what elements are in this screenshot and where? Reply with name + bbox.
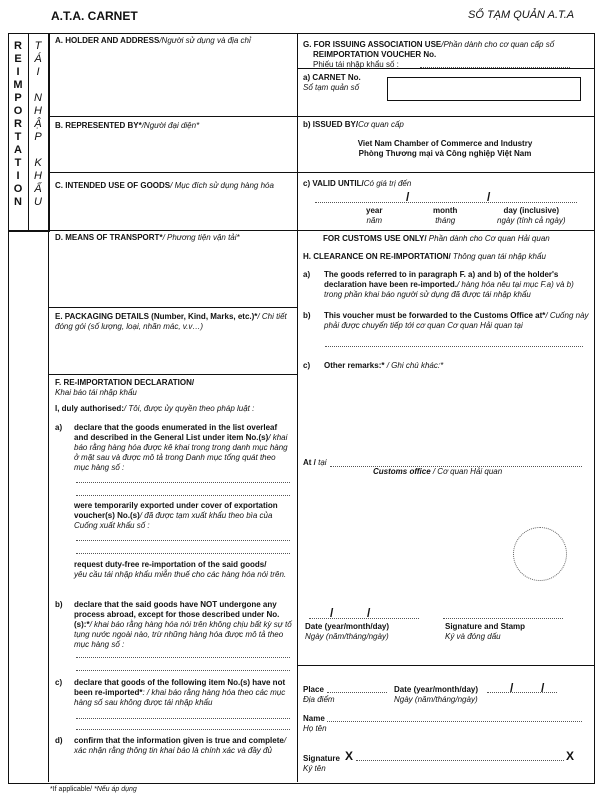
section-f-d-letter: d) xyxy=(55,736,63,745)
valid-until-label: c) VALID UNTIL/Có giá trị đến xyxy=(303,179,412,188)
date-separator: / xyxy=(541,681,545,695)
reimportation-vertical-label-vn xyxy=(30,40,46,209)
section-b-heading: B. REPRESENTED BY*/Người đại diện* xyxy=(55,121,200,130)
section-h-heading: H. CLEARANCE ON RE-IMPORTATION/ Thông quan tái nhập khẩu xyxy=(303,252,546,261)
section-h-c-text: Other remarks:* / Ghi chú khác:* xyxy=(324,361,444,370)
footnote: *If applicable/ *Nếu áp dụng xyxy=(50,786,137,793)
section-f-authorised: I, duly authorised:/ Tôi, được ủy quyền theo pháp luật : xyxy=(55,404,255,413)
side-letter: R xyxy=(14,40,22,52)
side-letter: R xyxy=(14,118,22,130)
section-f-b-text: declare that the said goods have NOT undergone any process abroad, except for those described under No.(s):*/ khai báo rằng hàng hóa nói trên không chịu bất kỳ sự tố tụng nước ngoài nào, trừ những hàng hóa được mô tả theo mục hàng số : xyxy=(74,600,292,649)
side-letter: Á xyxy=(34,53,42,65)
side-letter: Ẩ xyxy=(34,183,42,195)
signature-x-end: X xyxy=(566,749,575,763)
date-separator: / xyxy=(487,190,491,204)
customs-title: FOR CUSTOMS USE ONLY/ Phần dành cho Cơ quan Hải quan xyxy=(323,234,550,243)
section-f-d-text: confirm that the information given is true and complete/ xác nhận rằng thông tin khai báo là chính xác và đầy đủ xyxy=(74,736,287,755)
carnet-title: A.T.A. CARNET xyxy=(51,9,138,23)
side-letter: K xyxy=(34,157,42,169)
section-f-heading: F. RE-IMPORTATION DECLARATION/ Khai báo tái nhập khẩu xyxy=(55,378,195,397)
section-a-heading: A. HOLDER AND ADDRESS/Người sử dụng và địa chỉ xyxy=(55,36,251,45)
valid-month: month tháng xyxy=(433,206,458,225)
side-letter: T xyxy=(34,40,42,52)
section-f-b-letter: b) xyxy=(55,600,63,609)
section-g-heading: G. FOR ISSUING ASSOCIATION USE/Phần dành cho cơ quan cấp sổ REIMPORTATION VOUCHER No. Phiếu tái nhập khẩu số : xyxy=(303,40,555,69)
issued-by-label: b) ISSUED BY/Cơ quan cấp xyxy=(303,120,404,129)
section-h-a-text: The goods referred to in paragraph F. a) and b) of the holder's declaration have been re-imported./ hàng hóa nêu tại mục F.a) và b) trong phần khai báo người sử dụng đã được tái nhập khẩu xyxy=(324,270,574,299)
section-f-a-text: declare that the goods enumerated in the list overleaf and described in the General List under item No.(s)/ khai báo rằng hàng hóa được kê khai trong trong danh mục hàng ở mặt sau và được mô tả trong Danh mục tổng quát theo mục hàng số : xyxy=(74,423,288,472)
at-label: At / tại xyxy=(303,458,327,467)
name-label: Name Họ tên xyxy=(303,714,327,733)
side-letter: N xyxy=(34,92,42,104)
customs-signature-label: Signature and Stamp Ký và đóng dấu xyxy=(445,622,526,641)
section-f-a-letter: a) xyxy=(55,423,63,432)
side-letter xyxy=(36,144,39,157)
section-e-heading: E. PACKAGING DETAILS (Number, Kind, Marks, etc.)*/ Chi tiết đóng gói (số lượng, loại, nhãn mác, v.v…) xyxy=(55,312,287,331)
side-letter: O xyxy=(13,183,23,195)
date-separator: / xyxy=(330,606,334,620)
section-d-heading: D. MEANS OF TRANSPORT*/ Phương tiện vận tải* xyxy=(55,233,240,242)
side-letter: H xyxy=(34,170,42,182)
customs-date-label: Date (year/month/day) Ngày (năm/tháng/ngày) xyxy=(305,622,390,641)
valid-day: day (inclusive) ngày (tính cả ngày) xyxy=(497,206,566,225)
side-letter: T xyxy=(14,131,22,143)
signature-label: Signature Ký tên xyxy=(303,754,340,773)
side-letter: T xyxy=(14,157,22,169)
valid-year: year năm xyxy=(366,206,383,225)
section-f-c-letter: c) xyxy=(55,678,63,687)
side-letter: Ậ xyxy=(34,118,42,130)
issuer-name: Viet Nam Chamber of Commerce and Industry Phòng Thương mại và Công nghiệp Việt Nam xyxy=(357,139,533,158)
place-label: Place Địa điểm xyxy=(303,685,335,704)
section-h-b-text: This voucher must be forwarded to the Customs Office at*/ Cuống này phải được chuyển tiếp tới cơ quan Cơ quan Hải quan tại xyxy=(324,311,589,330)
side-letter: P xyxy=(14,92,22,104)
signature-x-start: X xyxy=(345,749,354,763)
section-h-c-letter: c) xyxy=(303,361,311,370)
carnet-title-vn: SỔ TẠM QUẢN A.T.A xyxy=(468,9,575,21)
side-letter: N xyxy=(14,196,22,208)
side-letter: A xyxy=(14,144,22,156)
side-letter xyxy=(36,79,39,92)
date-separator: / xyxy=(367,606,371,620)
section-h-a-letter: a) xyxy=(303,270,311,279)
reimportation-vertical-label xyxy=(10,40,26,209)
stamp-circle xyxy=(513,527,567,581)
section-f-a3-text: request duty-free re-importation of the said goods/ yêu cầu tái nhập khẩu miễn thuế cho các hàng hóa nói trên. xyxy=(74,560,287,579)
holder-date-label: Date (year/month/day) Ngày (năm/tháng/ngày) xyxy=(394,685,479,704)
side-letter: M xyxy=(13,79,23,91)
side-letter: U xyxy=(34,196,42,208)
section-h-b-letter: b) xyxy=(303,311,311,320)
section-c-heading: C. INTENDED USE OF GOODS/ Mục đích sử dụng hàng hóa xyxy=(55,181,274,190)
side-letter: I xyxy=(16,170,20,182)
carnet-no-field[interactable] xyxy=(387,77,581,101)
side-letter: I xyxy=(16,66,20,78)
side-letter: E xyxy=(14,53,22,65)
side-letter: H xyxy=(34,105,42,117)
customs-office-label: Customs office / Cơ quan Hải quan xyxy=(373,467,503,476)
date-separator: / xyxy=(510,681,514,695)
section-f-a2-text: were temporarily exported under cover of exportation voucher(s) No.(s)/ đã được tạm xuất khẩu theo bìa của Cuống xuất khẩu số : xyxy=(74,501,278,530)
side-letter: O xyxy=(13,105,23,117)
carnet-no-label: a) CARNET No. Sổ tạm quản số xyxy=(303,73,361,92)
side-letter: P xyxy=(34,131,42,143)
side-letter: I xyxy=(36,66,40,78)
section-f-c-text: declare that goods of the following item No.(s) have not been re-imported*: / khai báo rằng hàng hóa theo các mục hàng số sau không được tái nhập khẩu xyxy=(74,678,286,707)
date-separator: / xyxy=(406,190,410,204)
